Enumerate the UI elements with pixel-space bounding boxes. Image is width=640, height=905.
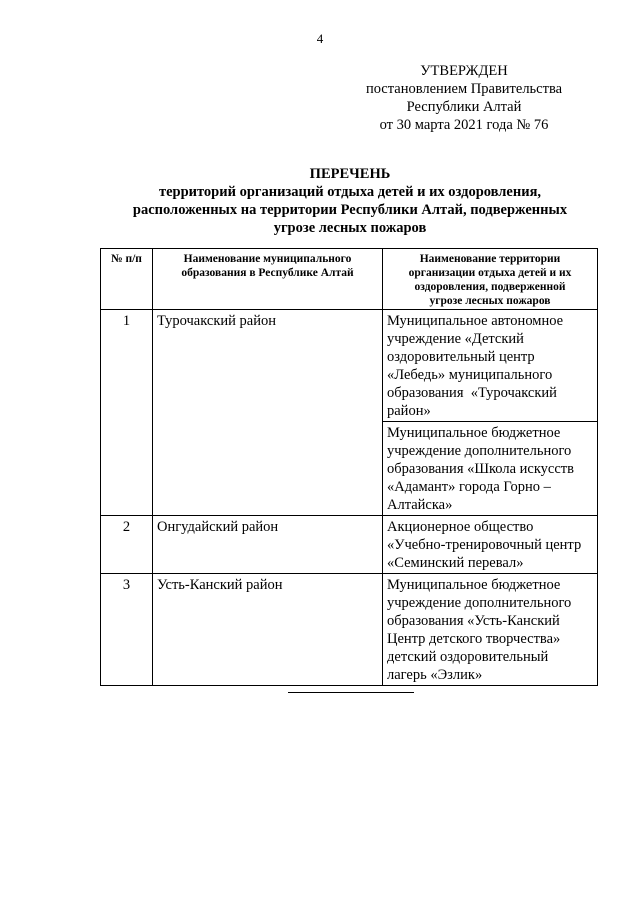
organization-text-line: детский оздоровительный (387, 649, 549, 665)
organization-text-line: «Адамант» города Горно – (387, 479, 551, 495)
organization-text-line: образования «Школа искусств (387, 461, 574, 477)
table-row (101, 310, 598, 422)
document-heading (90, 165, 610, 237)
organization-text-line: «Учебно-тренировочный центр (387, 537, 582, 553)
end-divider (288, 692, 414, 693)
organization-text-line: Акционерное общество (387, 519, 534, 535)
heading-subtitle-line: расположенных на территории Республики Алтай, подверженных (132, 202, 568, 218)
organization-text-line: образования «Усть-Канский (387, 613, 560, 629)
table-row (101, 574, 598, 686)
row-municipality: Усть-Канский район (153, 574, 383, 686)
row-municipality: Турочакский район (153, 310, 383, 516)
organization-text-line: район» (387, 403, 431, 419)
table-header-row (101, 249, 598, 310)
approval-line-approved: УТВЕРЖДЕН (420, 63, 508, 79)
organization-text-line: учреждение дополнительного (387, 595, 572, 611)
row-organization (383, 516, 598, 574)
header-text-line: организации отдыха детей и их (408, 267, 572, 279)
header-municipality (153, 249, 383, 310)
header-text-line: Наименование территории (419, 253, 561, 265)
organization-text-line: Муниципальное бюджетное (387, 577, 561, 593)
organization-text-line: учреждение «Детский (387, 331, 524, 347)
organization-text-line: лагерь «Эзлик» (387, 667, 483, 683)
header-text-line: угрозе лесных пожаров (429, 295, 551, 307)
table-row (101, 516, 598, 574)
header-territory (383, 249, 598, 310)
territory-table (100, 248, 598, 686)
organization-text-line: Алтайска» (387, 497, 453, 513)
row-municipality: Онгудайский район (153, 516, 383, 574)
header-text-line: Наименование муниципального (183, 253, 352, 265)
page-number: 4 (316, 31, 324, 46)
row-num: 3 (101, 574, 153, 686)
row-organization (383, 310, 598, 422)
organization-text-line: образования «Турочакский (387, 385, 557, 401)
row-num: 1 (101, 310, 153, 516)
approval-line-republic: Республики Алтай (406, 99, 522, 115)
header-text-line: оздоровления, подверженной (414, 281, 566, 293)
organization-text-line: Центр детского творчества» (387, 631, 561, 647)
heading-subtitle-line: угрозе лесных пожаров (273, 220, 427, 236)
heading-title: ПЕРЕЧЕНЬ (309, 166, 391, 182)
approval-line-decree: постановлением Правительства (365, 81, 563, 97)
organization-text-line: Муниципальное автономное (387, 313, 564, 329)
row-organization (383, 574, 598, 686)
organization-text-line: оздоровительный центр (387, 349, 535, 365)
organization-text-line: учреждение дополнительного (387, 443, 572, 459)
organization-text-line: «Семинский перевал» (387, 555, 524, 571)
organization-text-line: Муниципальное бюджетное (387, 425, 561, 441)
row-organization (383, 422, 598, 516)
approval-stamp (356, 62, 572, 134)
row-num: 2 (101, 516, 153, 574)
organization-text-line: «Лебедь» муниципального (387, 367, 553, 383)
header-text-line: образования в Республике Алтай (181, 267, 354, 279)
heading-subtitle-line: территорий организаций отдыха детей и их оздоровления, (158, 184, 542, 200)
approval-line-date: от 30 марта 2021 года № 76 (379, 117, 549, 133)
header-num: № п/п (101, 249, 153, 310)
